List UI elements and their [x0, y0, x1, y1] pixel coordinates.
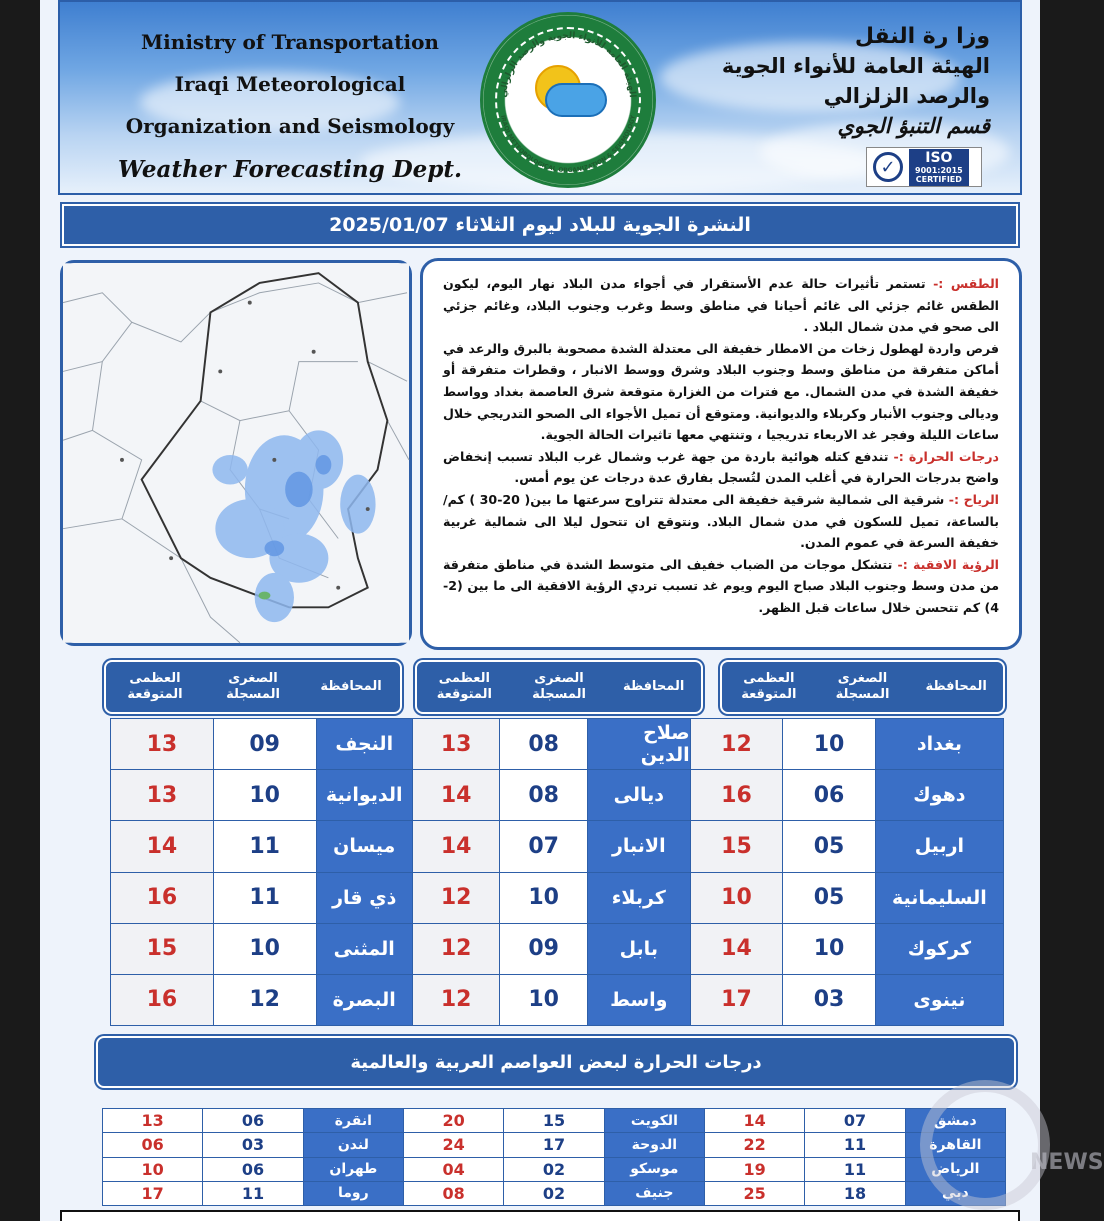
bottom-frame [60, 1210, 1020, 1221]
logo-text-en: IRAQI METEOROLOGICAL ORGANIZATION & SEISMOLOGY [499, 114, 637, 175]
capital-min: 06 [203, 1109, 302, 1132]
cell-max: 12 [691, 719, 783, 769]
cell-min: 07 [500, 821, 587, 871]
table-row [111, 873, 1003, 923]
capitals-row [103, 1109, 1005, 1132]
weather-text: تستمر تأثيرات حالة عدم الأستقرار في أجواء مدن البلاد نهار اليوم، ليكون الطقس غائم جزئي الى غائم أحيانا في مناطق وسط وغرب وجنوب البلاد، وغائم جزئي الى صحو في مدن شمال البلاد . [443, 276, 999, 335]
cell-city: الديوانية [317, 770, 412, 820]
cell-max: 14 [413, 770, 499, 820]
capital-city: جنيف [605, 1182, 704, 1205]
visibility-section [443, 554, 999, 619]
header-city: المحافظة [320, 679, 382, 694]
cell-city: كركوك [876, 924, 1003, 974]
cell-max: 16 [111, 975, 213, 1025]
capital-max: 22 [705, 1133, 804, 1156]
cell-min: 05 [783, 821, 875, 871]
temperature-section [443, 446, 999, 489]
bulletin-title: النشرة الجوية للبلاد ليوم الثلاثاء 2025/01/07 [62, 204, 1018, 246]
table-row [111, 821, 1003, 871]
table-row [111, 924, 1003, 974]
capital-city: الكويت [605, 1109, 704, 1132]
cell-min: 10 [783, 924, 875, 974]
capitals-table [102, 1108, 1006, 1206]
cell-city: المثنى [317, 924, 412, 974]
capital-city: موسكو [605, 1158, 704, 1181]
capital-max: 08 [404, 1182, 503, 1205]
cell-city: ديالى [588, 770, 690, 820]
capital-city: القاهرة [906, 1133, 1005, 1156]
capital-city: دمشق [906, 1109, 1005, 1132]
cell-min: 08 [500, 719, 587, 769]
cell-max: 14 [413, 821, 499, 871]
capital-city: الدوحة [605, 1133, 704, 1156]
capital-min: 11 [805, 1133, 904, 1156]
capital-max: 20 [404, 1109, 503, 1132]
cell-city: بغداد [876, 719, 1003, 769]
logo-ring-text [480, 12, 656, 188]
cell-min: 10 [214, 924, 316, 974]
capital-min: 07 [805, 1109, 904, 1132]
capital-max: 13 [103, 1109, 202, 1132]
header-banner [58, 0, 1022, 195]
cell-min: 10 [500, 873, 587, 923]
city-temperature-table [110, 718, 1004, 1026]
cell-city: الانبار [588, 821, 690, 871]
capital-city: طهران [304, 1158, 403, 1181]
cell-city: ذي قار [317, 873, 412, 923]
ministry-en: Ministry of Transportation [141, 30, 439, 54]
visibility-label: الرؤية الافقية :- [897, 556, 999, 572]
capital-min: 02 [504, 1182, 603, 1205]
cell-max: 14 [691, 924, 783, 974]
header-min: الصغرى المسجلة [226, 671, 280, 702]
cell-max: 12 [413, 924, 499, 974]
cell-city: النجف [317, 719, 412, 769]
iso-certificate [866, 147, 982, 187]
org-en-2: Organization and Seismology [125, 114, 455, 138]
news-watermark-text: NEWS [1030, 1150, 1104, 1175]
cell-max: 17 [691, 975, 783, 1025]
cell-city: البصرة [317, 975, 412, 1025]
cell-min: 11 [214, 873, 316, 923]
capital-max: 14 [705, 1109, 804, 1132]
header-min: الصغرى المسجلة [532, 671, 586, 702]
capital-city: لندن [304, 1133, 403, 1156]
capital-min: 06 [203, 1158, 302, 1181]
weather-section-2: فرص واردة لهطول زخات من الامطار خفيفة الى معتدلة الشدة مصحوبة بالبرق والرعد في أماكن متفرقة من مناطق وسط وجنوب البلاد وشرق ووسط الانبار ، وقطرات متفرقة أو خفيفة الشدة في مدن الشمال. مع فترات من الغزارة متوقعة شرق العاصمة بغداد وواسط وديالى وجنوب الأنبار وكربلاء والديوانية. ومتوقع أن تميل الأجواء الى الصحو التدريجي خلال ساعات الليلة وفجر غد الاربعاء تدريجيا ، وتنتهي معها تاثيرات الحالة الجوية. [443, 340, 999, 443]
header-min: الصغرى المسجلة [835, 671, 890, 702]
capital-city: انقرة [304, 1109, 403, 1132]
capital-min: 03 [203, 1133, 302, 1156]
wind-text: شرقية الى شمالية شرقية خفيفة الى معتدلة تتراوح سرعتها ما بين( 20-30 ) كم/ بالساعة، تميل للسكون في مدن شمال البلاد. ونتوقع ان تتحول ليلا الى شمالية غربية خفيفة السرعة في عموم المدن. [443, 491, 999, 551]
org-ar-2: والرصد الزلزالي [823, 84, 990, 108]
table-row [111, 975, 1003, 1025]
cell-min: 06 [783, 770, 875, 820]
capitals-row [103, 1182, 1005, 1205]
capital-min: 11 [203, 1182, 302, 1205]
svg-text:IRAQI METEOROLOGICAL ORGANIZAT [499, 114, 637, 174]
table-row [111, 770, 1003, 820]
cell-city: واسط [588, 975, 690, 1025]
ministry-ar: وزا رة النقل [854, 24, 990, 49]
cell-max: 15 [111, 924, 213, 974]
capital-city: الرياض [906, 1158, 1005, 1181]
capital-max: 24 [404, 1133, 503, 1156]
header-city: المحافظة [622, 679, 685, 694]
cell-min: 10 [783, 719, 875, 769]
cell-city: بابل [588, 924, 690, 974]
cell-city: نينوى [876, 975, 1003, 1025]
temperature-label: درجات الحرارة :- [893, 448, 999, 464]
capitals-row [103, 1158, 1005, 1181]
table-header-2 [415, 660, 703, 714]
cell-max: 12 [413, 975, 499, 1025]
cell-city: صلاح الدين [588, 719, 690, 769]
dept-ar: قسم التنبؤ الجوي [837, 114, 990, 138]
capital-max: 10 [103, 1158, 202, 1181]
capital-min: 15 [504, 1109, 603, 1132]
cell-max: 15 [691, 821, 783, 871]
capital-max: 06 [103, 1133, 202, 1156]
cell-min: 09 [500, 924, 587, 974]
cell-city: دهوك [876, 770, 1003, 820]
table-header-1 [720, 660, 1005, 714]
header-city: المحافظة [925, 679, 987, 694]
header-max: العظمى المتوقعة [741, 671, 797, 702]
cell-min: 11 [214, 821, 316, 871]
cell-min: 08 [500, 770, 587, 820]
weather-section [443, 273, 999, 338]
cell-max: 13 [111, 719, 213, 769]
org-ar-1: الهيئة العامة للأنواء الجوية [721, 54, 990, 78]
cell-min: 03 [783, 975, 875, 1025]
temperature-text: تندفع كتله هوائية باردة من جهة غرب وشمال غرب البلاد تسبب إنخفاض واضح بدرجات الحرارة في أغلب المدن لتُسجل بفارق عدة درجات عن يوم أمس. [443, 448, 999, 486]
cell-max: 16 [111, 873, 213, 923]
iso-label: ISO 9001:2015 CERTIFIED [909, 149, 969, 186]
capitals-title: درجات الحرارة لبعض العواصم العربية والعالمية [96, 1036, 1016, 1088]
capital-city: روما [304, 1182, 403, 1205]
header-max: العظمى المتوقعة [436, 671, 492, 702]
cell-min: 12 [214, 975, 316, 1025]
cell-min: 10 [214, 770, 316, 820]
cell-max: 12 [413, 873, 499, 923]
imos-logo [480, 12, 656, 188]
capital-max: 04 [404, 1158, 503, 1181]
cell-max: 13 [413, 719, 499, 769]
cell-min: 05 [783, 873, 875, 923]
cell-max: 13 [111, 770, 213, 820]
cell-min: 10 [500, 975, 587, 1025]
wind-section [443, 489, 999, 554]
capitals-row [103, 1133, 1005, 1156]
bulletin-page [40, 0, 1104, 1221]
capital-city: دبي [906, 1182, 1005, 1205]
capital-min: 11 [805, 1158, 904, 1181]
check-icon: ✓ [873, 152, 903, 182]
capital-min: 17 [504, 1133, 603, 1156]
capital-min: 02 [504, 1158, 603, 1181]
cell-max: 14 [111, 821, 213, 871]
cell-max: 16 [691, 770, 783, 820]
table-row [111, 719, 1003, 769]
svg-text:الهيئة العامة للأنواء الجوية و [499, 31, 637, 98]
dept-en: Weather Forecasting Dept. [117, 156, 463, 183]
wind-label: الرياح :- [948, 491, 999, 507]
cell-city: كربلاء [588, 873, 690, 923]
capital-max: 17 [103, 1182, 202, 1205]
capital-max: 25 [705, 1182, 804, 1205]
weather-radar-map [60, 260, 412, 646]
cell-city: السليمانية [876, 873, 1003, 923]
table-header-3 [104, 660, 402, 714]
cell-city: اربيل [876, 821, 1003, 871]
logo-text-ar: الهيئة العامة للأنواء الجوية والرصد الزلزالي [498, 30, 637, 99]
cell-min: 09 [214, 719, 316, 769]
cell-max: 10 [691, 873, 783, 923]
capital-max: 19 [705, 1158, 804, 1181]
cell-city: ميسان [317, 821, 412, 871]
forecast-text [420, 258, 1022, 650]
iraq-map [63, 263, 409, 643]
visibility-text: تتشكل موجات من الضباب خفيف الى متوسط الشدة في مناطق متفرقة من مدن وسط وجنوب البلاد صباح اليوم ويوم غد تسبب تردي الرؤية الافقية الى ما بين (2-4) كم تتحسن خلال ساعات قبل الظهر. [443, 556, 999, 615]
org-en-1: Iraqi Meteorological [174, 72, 406, 96]
header-max: العظمى المتوقعة [127, 671, 183, 702]
news-watermark-logo [920, 1080, 1050, 1210]
weather-label: الطقس :- [933, 276, 1000, 291]
capital-min: 18 [805, 1182, 904, 1205]
